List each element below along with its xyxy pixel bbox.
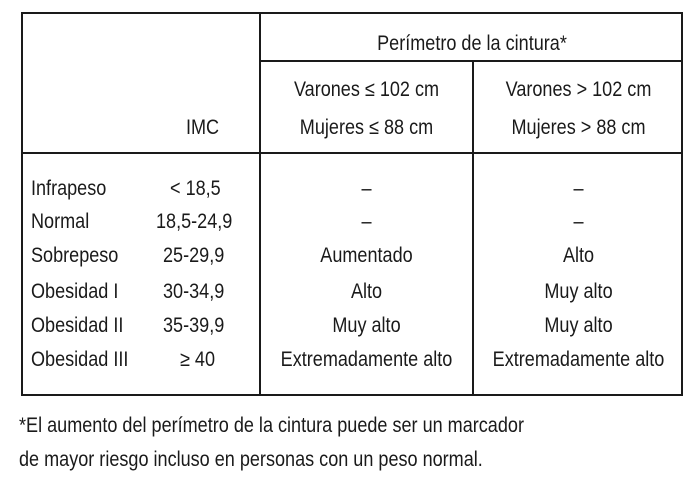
row-category: Obesidad II <box>31 314 124 337</box>
row-imc: 30-34,9 <box>163 280 225 303</box>
waist-perimeter-header: Perímetro de la cintura* <box>377 32 567 55</box>
header-body-divider <box>21 152 683 154</box>
row-risk-high: – <box>573 177 584 200</box>
footnote-line-1: *El aumento del perímetro de la cintura puede ser un marcador <box>19 414 524 437</box>
row-risk-low: – <box>361 210 372 233</box>
row-category: Normal <box>31 210 90 233</box>
group-header-divider <box>259 60 683 62</box>
table-frame <box>21 12 683 396</box>
column-divider-middle <box>472 60 474 396</box>
row-risk-low: Aumentado <box>320 244 413 267</box>
row-imc: 18,5-24,9 <box>156 210 233 233</box>
row-risk-high: – <box>573 210 584 233</box>
footnote-line-2: de mayor riesgo incluso en personas con un peso normal. <box>19 448 483 471</box>
row-risk-low: – <box>361 177 372 200</box>
row-risk-high: Alto <box>562 244 595 267</box>
row-category: Sobrepeso <box>31 244 119 267</box>
row-imc: ≥ 40 <box>180 348 216 371</box>
row-risk-high: Muy alto <box>544 314 613 337</box>
column-divider-left <box>259 12 261 396</box>
women-threshold-high: Mujeres > 88 cm <box>511 116 646 139</box>
row-category: Obesidad I <box>31 280 119 303</box>
row-category: Infrapeso <box>31 177 107 200</box>
row-category: Obesidad III <box>31 348 129 371</box>
row-imc: 25-29,9 <box>163 244 225 267</box>
row-risk-low: Muy alto <box>332 314 401 337</box>
imc-header: IMC <box>186 116 220 139</box>
row-risk-low: Alto <box>350 280 383 303</box>
men-threshold-low: Varones ≤ 102 cm <box>293 78 440 101</box>
row-imc: 35-39,9 <box>163 314 225 337</box>
men-threshold-high: Varones > 102 cm <box>505 78 652 101</box>
women-threshold-low: Mujeres ≤ 88 cm <box>299 116 434 139</box>
row-risk-high: Muy alto <box>544 280 613 303</box>
row-imc: < 18,5 <box>170 177 221 200</box>
row-risk-high: Extremadamente alto <box>492 348 665 371</box>
row-risk-low: Extremadamente alto <box>280 348 453 371</box>
